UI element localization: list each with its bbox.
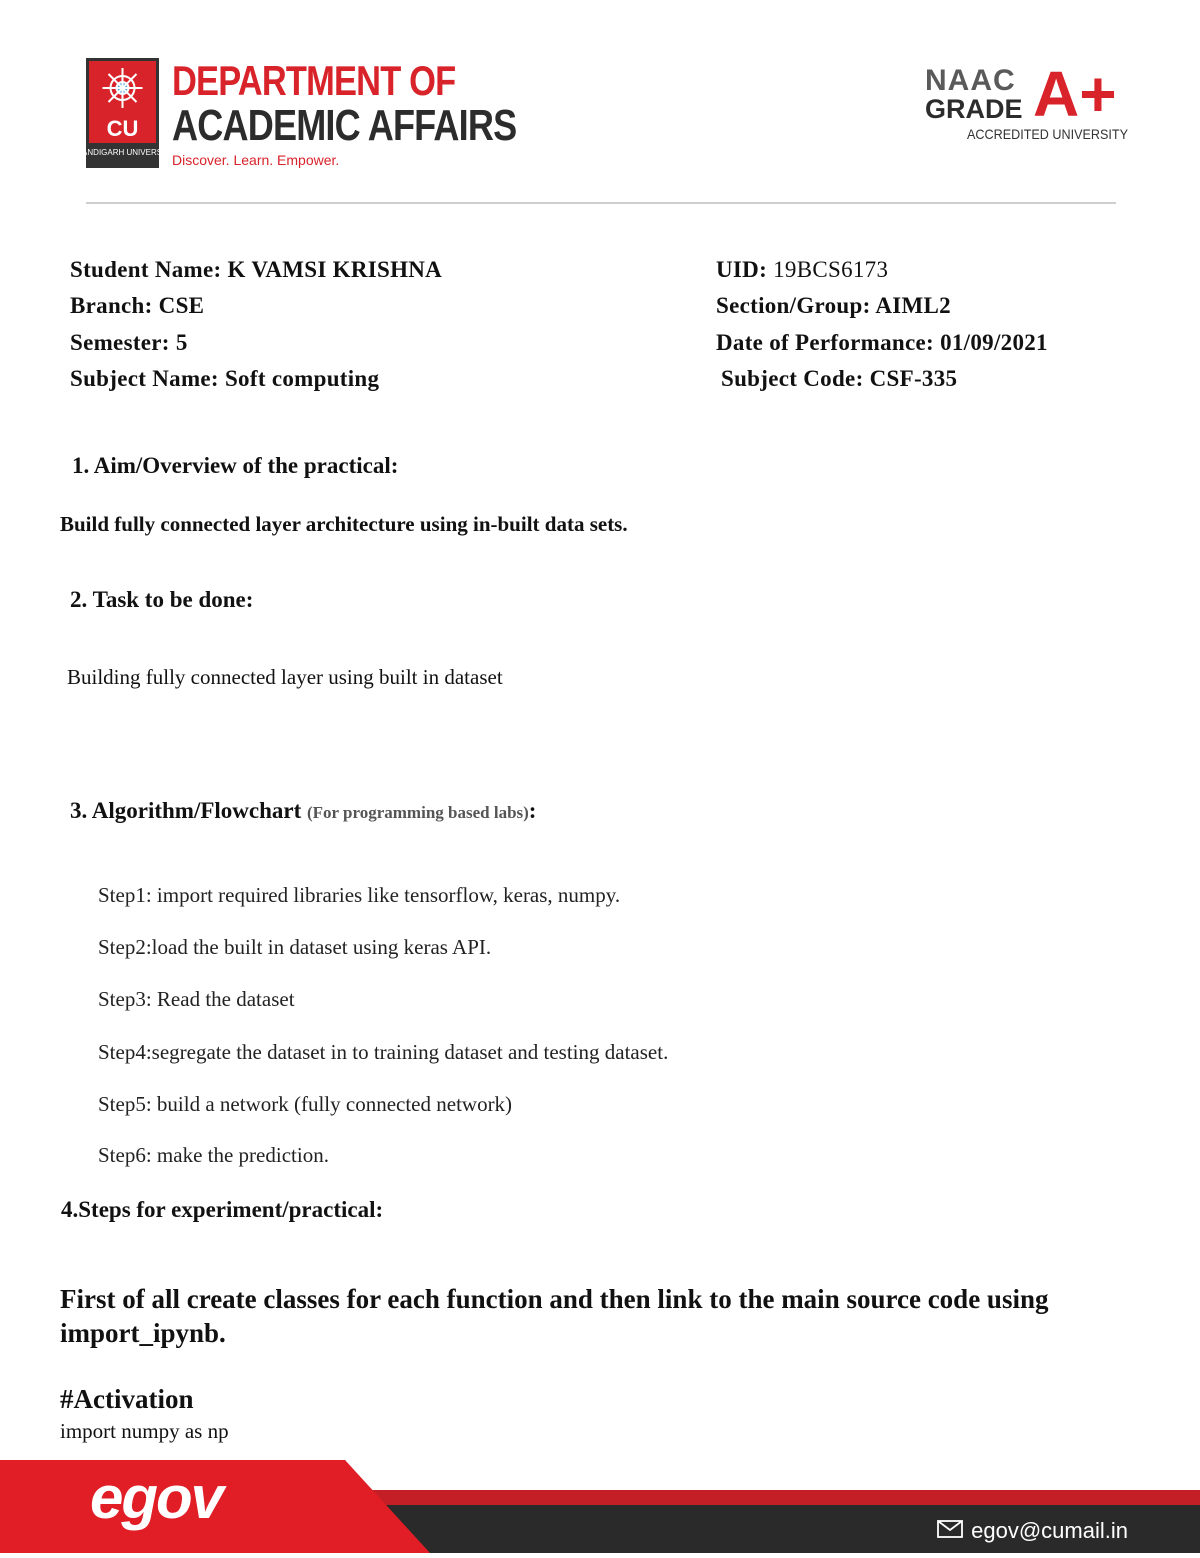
step-item: Step3: Read the dataset	[98, 987, 295, 1011]
student-name	[70, 257, 442, 283]
subject-name-value: Soft computing	[224, 366, 380, 391]
step-item: Step6: make the prediction.	[98, 1143, 329, 1167]
activation-heading: #Activation	[60, 1384, 194, 1414]
footer-email[interactable]	[937, 1518, 1128, 1544]
department-title-line1: DEPARTMENT OF	[172, 57, 456, 104]
algorithm-heading-text: 3. Algorithm/Flowchart	[70, 798, 302, 823]
aim-text: Build fully connected layer architecture using in-built data sets.	[60, 512, 628, 536]
naac-badge	[925, 58, 1129, 146]
step-item: Step2:load the built in dataset using keras API.	[98, 935, 492, 959]
uid-value: 19BCS6173	[773, 257, 889, 282]
cu-logo	[70, 58, 175, 168]
grade-label: GRADE	[925, 94, 1023, 124]
semester-value: 5	[175, 330, 188, 355]
student-name-label: Student Name:	[70, 257, 222, 282]
naac-text: NAAC	[925, 64, 1016, 97]
section-value: AIML2	[875, 293, 951, 318]
subject-code	[721, 366, 957, 392]
date-of-performance	[716, 330, 1048, 356]
step-item: Step5: build a network (fully connected network)	[98, 1092, 513, 1116]
subject-code-value: CSF-335	[869, 366, 958, 391]
task-text: Building fully connected layer using built in dataset	[67, 665, 503, 689]
step-item: Step4:segregate the dataset in to training dataset and testing dataset.	[98, 1040, 669, 1064]
grade-value: A+	[1033, 58, 1117, 130]
semester	[70, 330, 188, 356]
accredited-text: ACCREDITED UNIVERSITY	[967, 126, 1129, 142]
department-title-line2: ACADEMIC AFFAIRS	[172, 101, 517, 150]
cu-logo-text: CU	[106, 116, 139, 141]
mail-icon	[937, 1518, 963, 1544]
aim-heading: 1. Aim/Overview of the practical:	[72, 453, 399, 478]
uid-label: UID:	[716, 257, 768, 282]
instruction-text: First of all create classes for each function and then link to the main source code using import_ipynb.	[60, 1284, 1049, 1348]
step-item: Step1: import required libraries like tensorflow, keras, numpy.	[98, 883, 621, 907]
section-label: Section/Group:	[716, 293, 871, 318]
code-line: import numpy as np	[60, 1419, 229, 1443]
task-heading: 2. Task to be done:	[70, 587, 254, 612]
uid	[716, 257, 888, 283]
section-group	[716, 293, 951, 319]
branch	[70, 293, 204, 319]
egov-logo: egov	[90, 1464, 223, 1531]
footer-email-text: egov@cumail.in	[971, 1518, 1128, 1543]
subject-name	[70, 366, 379, 392]
algorithm-heading-colon: :	[528, 798, 537, 823]
header-divider	[86, 202, 1116, 204]
experiment-heading: 4.Steps for experiment/practical:	[61, 1197, 384, 1222]
date-value: 01/09/2021	[940, 330, 1048, 355]
subject-name-label: Subject Name:	[70, 366, 219, 391]
algorithm-heading-note: (For programming based labs)	[307, 803, 529, 822]
date-label: Date of Performance:	[716, 330, 934, 355]
student-name-value: K VAMSI KRISHNA	[227, 257, 443, 282]
semester-label: Semester:	[70, 330, 170, 355]
branch-label: Branch:	[70, 293, 153, 318]
department-tagline: Discover. Learn. Empower.	[172, 152, 340, 168]
subject-code-label: Subject Code:	[721, 366, 864, 391]
branch-value: CSE	[158, 293, 205, 318]
algorithm-heading	[70, 798, 536, 824]
cu-logo-subtext: CHANDIGARH UNIVERSITY	[70, 148, 175, 157]
